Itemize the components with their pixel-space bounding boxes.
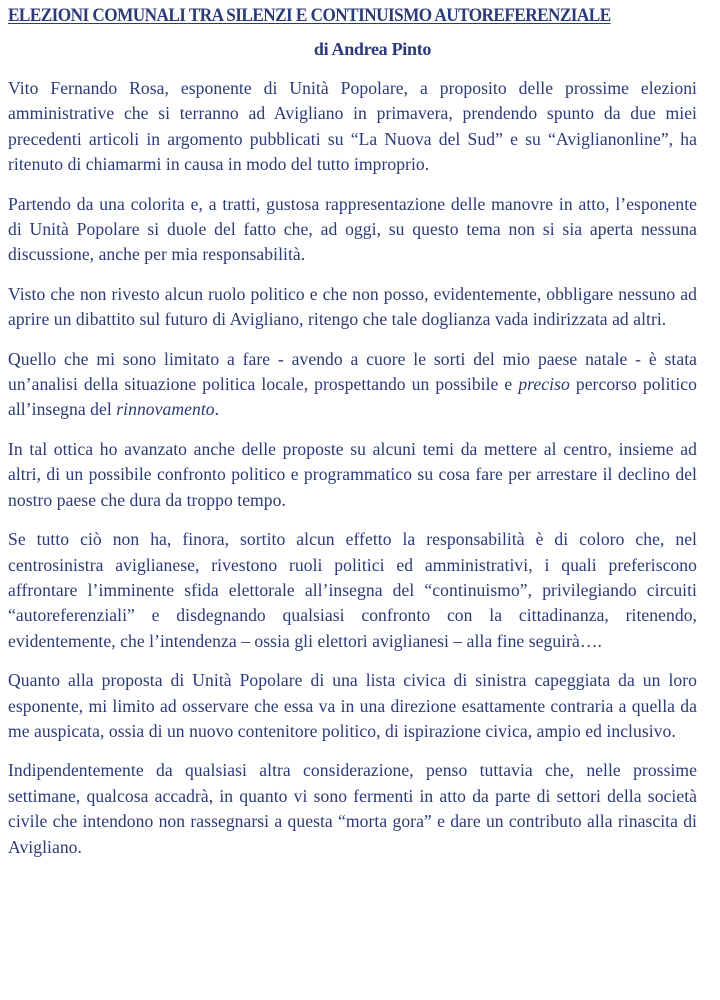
paragraph-8: Indipendentemente da qualsiasi altra considerazione, penso tuttavia che, nelle prossime settimane, qualcosa accadrà, in quanto vi sono fermenti in atto da parte di settori della società civile che intendono non rassegnarsi a questa “morta gora” e dare un contributo alla rinascita di Avigliano.	[8, 760, 697, 857]
paragraph-4-emphasis-rinnovamento: rinnovamento	[116, 399, 215, 420]
paragraph-1: Vito Fernando Rosa, esponente di Unità Popolare, a proposito delle prossime elezioni amministrative che si terranno ad Avigliano in primavera, prendendo spunto da due miei precedenti articoli in argomento pubblicati su “La Nuova del Sud” e su “Aviglianonline”, ha ritenuto di chiamarmi in causa in modo del tutto improprio.	[8, 78, 697, 175]
paragraph-4-part-2: percorso politico all’insegna del	[8, 374, 698, 420]
paragraph-4-emphasis-preciso: preciso	[518, 374, 570, 395]
paragraph-7: Quanto alla proposta di Unità Popolare di una lista civica di sinistra capeggiata da un loro esponente, mi limito ad osservare che essa va in una direzione esattamente contraria a quella da me auspicata, ossia di un nuovo contenitore politico, di ispirazione civica, ampio ed inclusivo.	[8, 670, 697, 741]
paragraph-5: In tal ottica ho avanzato anche delle proposte su alcuni temi da mettere al centro, insieme ad altri, di un possibile confronto politico e programmatico su cosa fare per arrestare il declino del nostro paese che dura da troppo tempo.	[8, 438, 697, 510]
article	[8, 0, 697, 860]
paragraph-3: Visto che non rivesto alcun ruolo politico e che non posso, evidentemente, obbligare nessuno ad aprire un dibattito sul futuro di Avigliano, ritengo che tale doglianza vada indirizzata ad altri.	[8, 283, 697, 330]
article-author: di Andrea Pinto	[313, 39, 432, 59]
paragraph-2: Partendo da una colorita e, a tratti, gustosa rappresentazione delle manovre in atto, l’esponente di Unità Popolare si duole del fatto che, ad oggi, su questo tema non si sia aperta nessuna discussione, anche per mia responsabilità.	[8, 193, 697, 265]
article-title: ELEZIONI COMUNALI TRA SILENZI E CONTINUISMO AUTOREFERENZIALE	[8, 6, 611, 26]
paragraph-6: Se tutto ciò non ha, finora, sortito alcun effetto la responsabilità è di coloro che, nel centrosinistra aviglianese, rivestono ruoli politici ed amministrativi, i quali preferiscono affrontare l’imminente sfida elettorale all’insegna del “continuismo”, privilegiando circuiti “autoreferenziali” e disdegnando qualsiasi confronto con la cittadinanza, ritenendo, evidentemente, che l’intendenza – ossia gli elettori aviglianesi – alla fine seguirà….	[8, 529, 697, 651]
paragraph-4-part-1: Quello che mi sono limitato a fare - avendo a cuore le sorti del mio paese natale - è stata un’analisi della situazione politica locale, prospettando un possibile e	[8, 348, 697, 395]
paragraph-4-part-3: .	[214, 399, 220, 420]
paragraph-4	[8, 347, 697, 423]
